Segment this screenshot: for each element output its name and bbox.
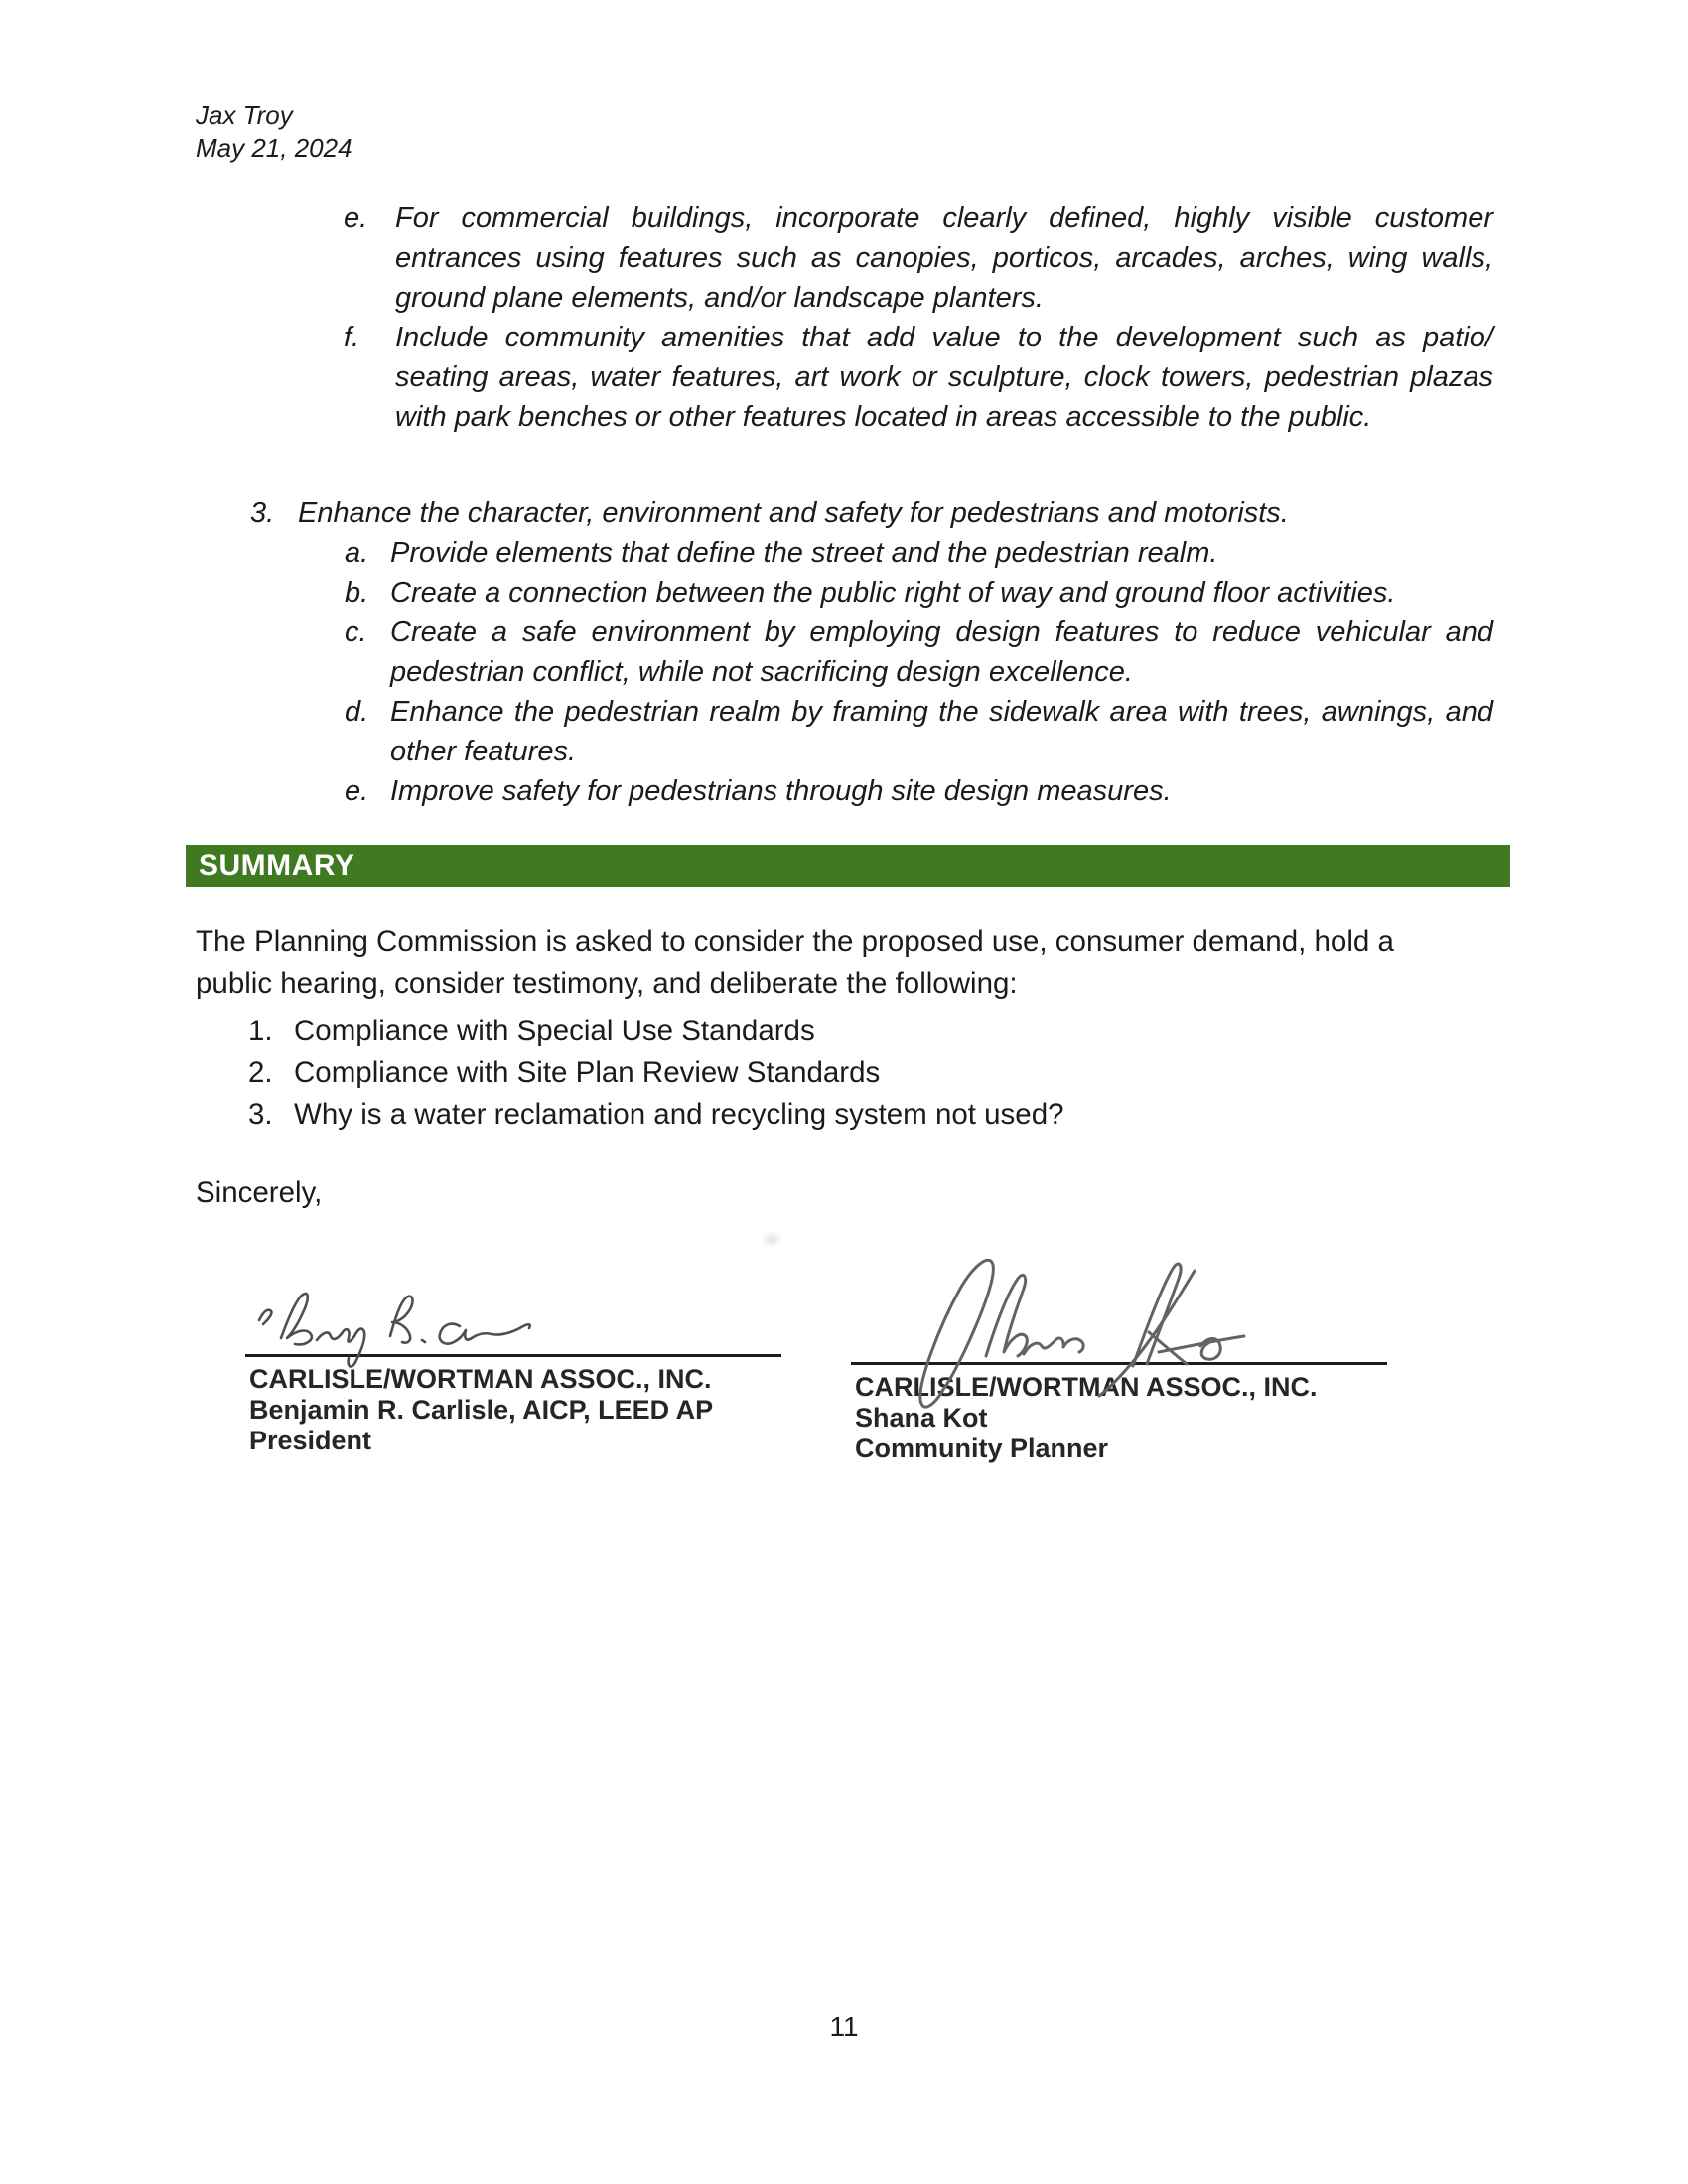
signer-name: Shana Kot bbox=[855, 1403, 988, 1433]
list-item bbox=[344, 318, 1493, 437]
signer-title: Community Planner bbox=[855, 1433, 1109, 1463]
list-item-marker: c. bbox=[345, 616, 367, 648]
signature-block-left bbox=[249, 1364, 713, 1456]
list-item-text: Compliance with Special Use Standards bbox=[294, 1015, 815, 1047]
handwritten-signature-benjamin-carlisle bbox=[253, 1287, 541, 1371]
list-item bbox=[248, 1011, 1493, 1052]
summary-heading: SUMMARY bbox=[199, 849, 355, 882]
signer-name: Benjamin R. Carlisle, AICP, LEED AP bbox=[249, 1395, 714, 1425]
signer-title: President bbox=[249, 1426, 372, 1455]
list-item-text: Create a connection between the public right of way and ground floor activities. bbox=[390, 577, 1396, 609]
list-item bbox=[345, 573, 1493, 613]
closing-salutation: Sincerely, bbox=[196, 1176, 323, 1209]
list-item-marker: 3. bbox=[248, 1098, 273, 1131]
handwritten-signature-shana-kot bbox=[899, 1249, 1246, 1418]
sub-list bbox=[345, 533, 1493, 811]
letter-date: May 21, 2024 bbox=[196, 133, 352, 163]
list-item bbox=[345, 771, 1493, 811]
list-item bbox=[248, 1052, 1493, 1094]
company-name: CARLISLE/WORTMAN ASSOC., INC. bbox=[855, 1372, 1318, 1402]
list-item-marker: 2. bbox=[248, 1056, 273, 1089]
list-item bbox=[250, 493, 1493, 533]
list-item bbox=[248, 1094, 1493, 1136]
list-item-text: Improve safety for pedestrians through site design measures. bbox=[390, 775, 1172, 807]
list-item-text: Provide elements that define the street and the pedestrian realm. bbox=[390, 537, 1218, 569]
list-item bbox=[345, 692, 1493, 771]
list-item-marker: f. bbox=[344, 322, 360, 353]
design-guidelines-list bbox=[344, 199, 1493, 437]
summary-heading-banner bbox=[186, 845, 1510, 887]
list-item-text: Enhance the pedestrian realm by framing the sidewalk area with trees, awnings, and other features. bbox=[390, 696, 1493, 767]
list-item-text: Enhance the character, environment and safety for pedestrians and motorists. bbox=[298, 497, 1289, 529]
page-number: 11 bbox=[829, 2011, 859, 2042]
list-item bbox=[345, 533, 1493, 573]
list-item-marker: 3. bbox=[250, 497, 275, 529]
letterhead bbox=[196, 99, 352, 165]
list-item bbox=[344, 199, 1493, 318]
list-item bbox=[345, 613, 1493, 692]
list-item-text: Include community amenities that add value to the development such as patio/ seating areas, water features, art work or sculpture, clock towers, pedestrian plazas with park benches or other features located in areas accessible to the public. bbox=[395, 322, 1493, 433]
list-item-text: Why is a water reclamation and recycling system not used? bbox=[294, 1098, 1064, 1131]
summary-paragraph: The Planning Commission is asked to consider the proposed use, consumer demand, hold a public hearing, consider testimony, and deliberate the following: bbox=[196, 925, 1394, 1000]
list-item-marker: a. bbox=[345, 537, 369, 569]
list-item-marker: b. bbox=[345, 577, 369, 609]
list-item-text: Create a safe environment by employing design features to reduce vehicular and pedestrian conflict, while not sacrificing design excellence. bbox=[390, 616, 1493, 688]
list-item-text: For commercial buildings, incorporate clearly defined, highly visible customer entrances using features such as canopies, porticos, arcades, arches, wing walls, ground plane elements, and/or landscape planters. bbox=[395, 203, 1493, 314]
list-item-marker: 1. bbox=[248, 1015, 273, 1047]
list-item-marker: e. bbox=[345, 775, 369, 807]
author-name: Jax Troy bbox=[196, 100, 293, 130]
numbered-item-3 bbox=[250, 493, 1493, 811]
list-item-text: Compliance with Site Plan Review Standards bbox=[294, 1056, 881, 1089]
list-item-marker: e. bbox=[344, 203, 368, 234]
summary-numbered-list bbox=[248, 1011, 1493, 1136]
company-name: CARLISLE/WORTMAN ASSOC., INC. bbox=[249, 1364, 712, 1394]
scan-smudge bbox=[765, 1235, 778, 1244]
list-item-marker: d. bbox=[345, 696, 369, 728]
